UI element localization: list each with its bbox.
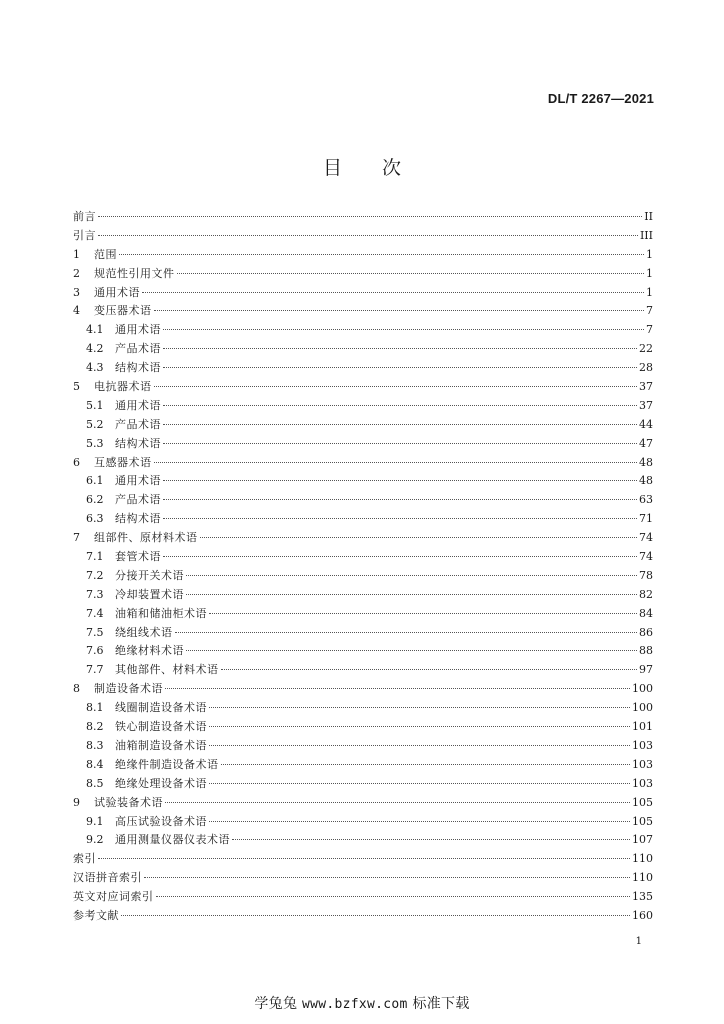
toc-entry-page: 110 — [632, 852, 653, 866]
toc-entry[interactable] — [73, 491, 653, 510]
toc-entry-label: 产品术语 — [115, 342, 161, 356]
toc-entry[interactable] — [73, 302, 653, 321]
toc-entry-number: 5 — [73, 380, 80, 394]
toc-entry-label: 结构术语 — [115, 361, 161, 375]
toc-dot-leader — [163, 424, 637, 425]
toc-dot-leader — [163, 499, 637, 500]
toc-entry[interactable] — [73, 642, 653, 661]
toc-entry-label: 通用测量仪器仪表术语 — [115, 833, 230, 847]
toc-entry-label: 油箱和储油柜术语 — [115, 606, 207, 620]
toc-entry[interactable] — [73, 265, 653, 284]
toc-dot-leader — [163, 443, 637, 444]
toc-entry-label: 其他部件、材料术语 — [115, 663, 219, 677]
toc-entry-page: 78 — [639, 568, 653, 582]
toc-title: 目次 — [322, 157, 441, 179]
toc-dot-leader — [209, 613, 637, 614]
toc-dot-leader — [163, 405, 637, 406]
toc-entry-label: 组部件、原材料术语 — [94, 531, 198, 545]
toc-entry[interactable] — [73, 378, 653, 397]
toc-entry-number: 7.1 — [86, 550, 104, 564]
toc-entry-page: 48 — [639, 455, 653, 469]
toc-entry-label: 汉语拼音索引 — [73, 871, 142, 885]
toc-entry-page: 74 — [639, 550, 653, 564]
toc-entry-page: 103 — [632, 757, 653, 771]
toc-entry-label: 变压器术语 — [94, 304, 152, 318]
toc-entry-number: 5.1 — [86, 398, 104, 412]
toc-dot-leader — [165, 802, 630, 803]
toc-dot-leader — [200, 537, 638, 538]
toc-dot-leader — [209, 726, 630, 727]
toc-entry-number: 6.3 — [86, 512, 104, 526]
toc-dot-leader — [163, 518, 637, 519]
toc-entry-number: 2 — [73, 266, 80, 280]
toc-entry-label: 电抗器术语 — [94, 380, 152, 394]
toc-entry[interactable] — [73, 208, 653, 227]
footer-site-name: 学兔兔 — [254, 996, 298, 1012]
toc-entry-page: 84 — [639, 606, 653, 620]
toc-entry-label: 试验装备术语 — [94, 795, 163, 809]
toc-entry-number: 7.5 — [86, 625, 104, 639]
toc-entry-label: 通用术语 — [115, 398, 161, 412]
page-number: 1 — [635, 936, 642, 947]
toc-entry[interactable] — [73, 869, 653, 888]
toc-entry[interactable] — [73, 510, 653, 529]
toc-dot-leader — [163, 367, 637, 368]
toc-entry-page: 103 — [632, 738, 653, 752]
toc-entry-label: 英文对应词索引 — [73, 890, 154, 904]
toc-entry-page: 22 — [639, 342, 653, 356]
toc-dot-leader — [186, 575, 637, 576]
toc-entry-label: 结构术语 — [115, 512, 161, 526]
toc-dot-leader — [209, 783, 630, 784]
toc-entry-page: 105 — [632, 814, 653, 828]
toc-entry-number: 4.3 — [86, 361, 104, 375]
toc-entry[interactable] — [73, 831, 653, 850]
toc-entry-page: 97 — [639, 663, 653, 677]
toc-entry[interactable] — [73, 756, 653, 775]
toc-entry-number: 1 — [73, 247, 80, 261]
toc-entry[interactable] — [73, 454, 653, 473]
toc-dot-leader — [98, 216, 642, 217]
toc-dot-leader — [98, 858, 630, 859]
toc-entry-page: 88 — [639, 644, 653, 658]
toc-entry-page: 7 — [646, 304, 653, 318]
toc-entry-number: 8.4 — [86, 757, 104, 771]
toc-entry-page: 86 — [639, 625, 653, 639]
toc-entry-label: 参考文献 — [73, 908, 119, 922]
toc-entry-number: 7.6 — [86, 644, 104, 658]
toc-dot-leader — [154, 386, 638, 387]
toc-entry-page: 28 — [639, 361, 653, 375]
toc-entry-page: 47 — [639, 436, 653, 450]
toc-entry-label: 冷却装置术语 — [115, 587, 184, 601]
toc-entry[interactable] — [73, 284, 653, 303]
toc-entry-page: 74 — [639, 531, 653, 545]
toc-entry-page: 48 — [639, 474, 653, 488]
toc-entry-page: II — [644, 210, 653, 223]
toc-entry[interactable] — [73, 227, 653, 246]
toc-entry-label: 通用术语 — [94, 285, 140, 299]
toc-entry-number: 6.1 — [86, 474, 104, 488]
toc-entry-number: 8 — [73, 682, 80, 696]
toc-entry-label: 互感器术语 — [94, 455, 152, 469]
toc-dot-leader — [154, 462, 638, 463]
toc-entry[interactable] — [73, 813, 653, 832]
toc-dot-leader — [186, 650, 637, 651]
toc-entry-label: 产品术语 — [115, 493, 161, 507]
toc-entry-page: 82 — [639, 587, 653, 601]
toc-entry-number: 7.7 — [86, 663, 104, 677]
toc-entry-number: 8.3 — [86, 738, 104, 752]
toc-entry[interactable] — [73, 624, 653, 643]
toc-entry-label: 高压试验设备术语 — [115, 814, 207, 828]
toc-entry-label: 结构术语 — [115, 436, 161, 450]
toc-entry-number: 8.5 — [86, 776, 104, 790]
toc-dot-leader — [221, 669, 638, 670]
toc-entry-page: 7 — [646, 323, 653, 337]
toc-entry-label: 铁心制造设备术语 — [115, 720, 207, 734]
toc-entry-label: 通用术语 — [115, 474, 161, 488]
toc-entry-page: 103 — [632, 776, 653, 790]
toc-entry-page: 100 — [632, 682, 653, 696]
toc-entry[interactable] — [73, 775, 653, 794]
toc-entry[interactable] — [73, 907, 653, 926]
toc-entry-page: 37 — [639, 398, 653, 412]
toc-entry[interactable] — [73, 850, 653, 869]
toc-dot-leader — [177, 273, 645, 274]
footer-slogan: 标准下载 — [412, 996, 470, 1012]
toc-entry-number: 9.1 — [86, 814, 104, 828]
toc-entry-label: 绝缘处理设备术语 — [115, 776, 207, 790]
toc-dot-leader — [232, 839, 630, 840]
toc-entry[interactable] — [73, 567, 653, 586]
toc-entry[interactable] — [73, 888, 653, 907]
toc-entry-label: 规范性引用文件 — [94, 266, 175, 280]
toc-entry-page: 37 — [639, 380, 653, 394]
toc-entry-page: 160 — [632, 908, 653, 922]
toc-entry-number: 5.2 — [86, 417, 104, 431]
toc-entry[interactable] — [73, 699, 653, 718]
toc-entry-label: 绝缘件制造设备术语 — [115, 757, 219, 771]
toc-dot-leader — [186, 594, 637, 595]
toc-dot-leader — [154, 310, 645, 311]
toc-entry-page: 110 — [632, 871, 653, 885]
toc-entry-label: 引言 — [73, 228, 96, 242]
toc-entry[interactable] — [73, 397, 653, 416]
toc-entry[interactable] — [73, 548, 653, 567]
toc-entry-number: 4 — [73, 304, 80, 318]
toc-entry[interactable] — [73, 586, 653, 605]
toc-entry-number: 8.2 — [86, 720, 104, 734]
toc-dot-leader — [98, 235, 638, 236]
toc-dot-leader — [119, 254, 644, 255]
toc-entry-label: 制造设备术语 — [94, 682, 163, 696]
toc-entry-page: 105 — [632, 795, 653, 809]
toc-entry-number: 7 — [73, 531, 80, 545]
toc-dot-leader — [175, 632, 638, 633]
footer-url[interactable]: www.bzfxw.com — [302, 997, 408, 1012]
toc-entry-page: 107 — [632, 833, 653, 847]
toc-entry-page: 101 — [632, 720, 653, 734]
toc-entry-number: 7.4 — [86, 606, 104, 620]
toc-dot-leader — [156, 896, 631, 897]
toc-dot-leader — [121, 915, 630, 916]
toc-entry-number: 3 — [73, 285, 80, 299]
toc-entry-number: 7.3 — [86, 587, 104, 601]
toc-entry-label: 索引 — [73, 852, 96, 866]
toc-entry[interactable] — [73, 794, 653, 813]
toc-dot-leader — [165, 688, 630, 689]
toc-entry-number: 5.3 — [86, 436, 104, 450]
toc-entry-label: 通用术语 — [115, 323, 161, 337]
toc-dot-leader — [144, 877, 630, 878]
toc-entry[interactable] — [73, 246, 653, 265]
toc-entry-label: 油箱制造设备术语 — [115, 738, 207, 752]
toc-entry-page: 71 — [639, 512, 653, 526]
doc-number: DL/T 2267—2021 — [547, 91, 654, 106]
toc-dot-leader — [163, 556, 637, 557]
toc-dot-leader — [142, 292, 644, 293]
toc-dot-leader — [209, 745, 630, 746]
toc-entry-page: III — [639, 228, 653, 242]
toc-entry-number: 9.2 — [86, 833, 104, 847]
toc-dot-leader — [163, 329, 644, 330]
toc-dot-leader — [209, 821, 630, 822]
toc-list — [73, 208, 653, 926]
toc-entry-label: 线圈制造设备术语 — [115, 701, 207, 715]
toc-entry-label: 分接开关术语 — [115, 568, 184, 582]
toc-entry[interactable] — [73, 718, 653, 737]
footer — [0, 993, 724, 1013]
toc-entry-page: 1 — [646, 247, 653, 261]
toc-entry-number: 4.1 — [86, 323, 104, 337]
toc-dot-leader — [163, 348, 637, 349]
toc-entry[interactable] — [73, 661, 653, 680]
toc-entry-label: 绝缘材料术语 — [115, 644, 184, 658]
toc-entry-label: 套管术语 — [115, 550, 161, 564]
toc-entry-label: 前言 — [73, 210, 96, 223]
toc-entry[interactable] — [73, 605, 653, 624]
toc-entry-page: 135 — [632, 890, 653, 904]
toc-dot-leader — [221, 764, 631, 765]
toc-entry[interactable] — [73, 472, 653, 491]
toc-entry[interactable] — [73, 416, 653, 435]
toc-entry-number: 6 — [73, 455, 80, 469]
toc-entry[interactable] — [73, 321, 653, 340]
toc-entry[interactable] — [73, 529, 653, 548]
toc-entry-page: 1 — [646, 266, 653, 280]
toc-entry[interactable] — [73, 359, 653, 378]
toc-entry-page: 63 — [639, 493, 653, 507]
toc-entry-page: 44 — [639, 417, 653, 431]
toc-entry-page: 1 — [646, 285, 653, 299]
toc-entry[interactable] — [73, 340, 653, 359]
toc-entry[interactable] — [73, 435, 653, 454]
toc-entry[interactable] — [73, 680, 653, 699]
toc-entry-label: 范围 — [94, 247, 117, 261]
toc-entry-number: 9 — [73, 795, 80, 809]
toc-entry-number: 8.1 — [86, 701, 104, 715]
toc-entry-page: 100 — [632, 701, 653, 715]
toc-dot-leader — [209, 707, 630, 708]
toc-entry-number: 6.2 — [86, 493, 104, 507]
toc-entry-number: 7.2 — [86, 568, 104, 582]
toc-entry-number: 4.2 — [86, 342, 104, 356]
toc-entry-label: 产品术语 — [115, 417, 161, 431]
toc-entry-label: 绕组线术语 — [115, 625, 173, 639]
toc-entry[interactable] — [73, 737, 653, 756]
toc-dot-leader — [163, 480, 637, 481]
